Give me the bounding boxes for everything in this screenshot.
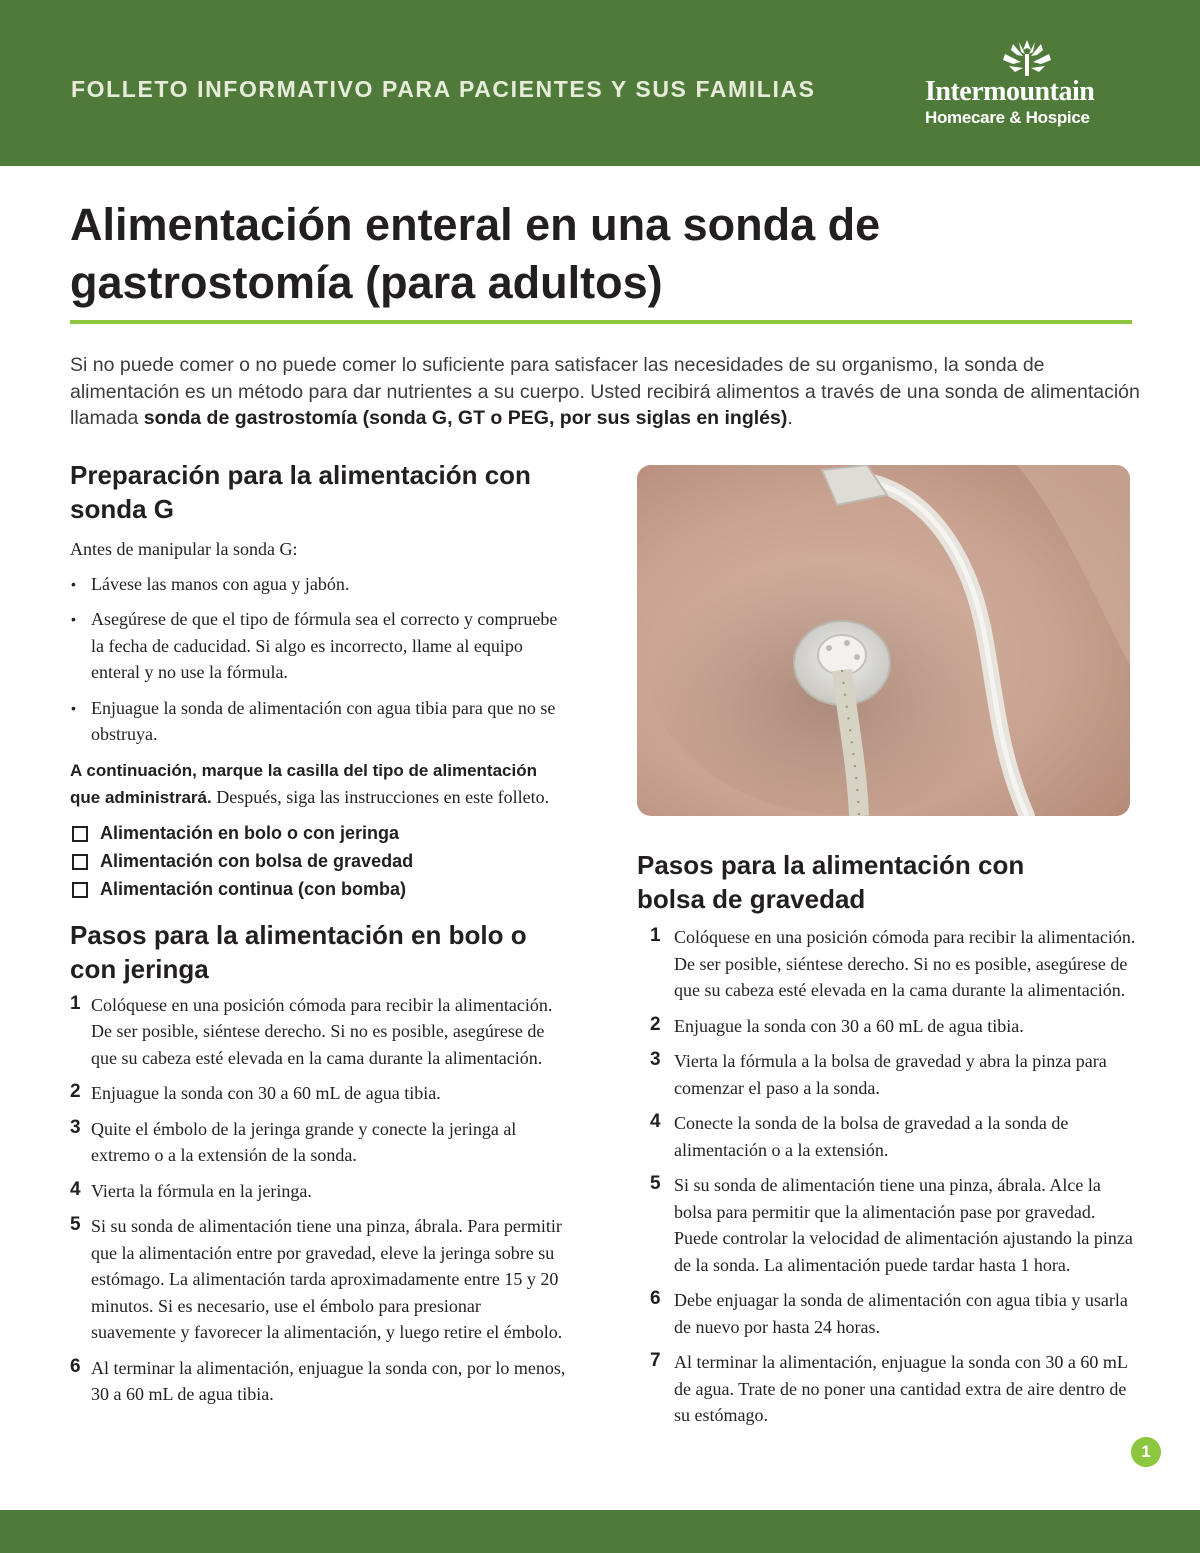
step-number: 5 [70, 1214, 81, 1235]
intro-text: Si no puede comer o no puede comer lo suficiente para satisfacer las necesidades de su organismo, la sonda de alimentación es un método para dar nutrientes a su cuerpo. Usted recibirá alimentos a través de una sonda de alimentación llamada [70, 354, 1140, 429]
list-item [70, 571, 570, 598]
step-text: Vierta la fórmula a la bolsa de gravedad y abra la pinza para comenzar el paso a la sonda. [674, 1051, 1107, 1098]
gastrostomy-tube-photo [637, 465, 1130, 816]
intro-bold: sonda de gastrostomía (sonda G, GT o PEG, por sus siglas en inglés) [143, 407, 788, 429]
step-number: 4 [70, 1178, 81, 1200]
step-item [637, 1172, 1137, 1278]
step-text: Al terminar la alimentación, enjuague la sonda con 30 a 60 mL de agua. Trate de no poner una cantidad extra de aire dentro de su estómago. [674, 1352, 1128, 1425]
bullet-text: Lávese las manos con agua y jabón. [91, 573, 350, 594]
step-item [637, 1013, 1137, 1040]
step-text: Conecte la sonda de la bolsa de gravedad a la sonda de alimentación o a la extensión. [674, 1113, 1069, 1160]
checkbox[interactable] [72, 826, 88, 842]
page-number: 1 [1131, 1437, 1161, 1467]
list-item [70, 606, 570, 686]
step-number: 7 [650, 1350, 661, 1371]
step-text: Colóquese en una posición cómoda para recibir la alimentación. De ser posible, siéntese derecho. Si no es posible, asegúrese de que su cabeza esté elevada en la cama durante la alimentación. [91, 994, 553, 1068]
checkbox-row-bolus[interactable] [70, 820, 570, 848]
prep-heading: Preparación para la alimentación con sonda G [70, 460, 531, 524]
step-number: 2 [650, 1013, 661, 1035]
step-number: 6 [70, 1355, 81, 1377]
step-text: Enjuague la sonda con 30 a 60 mL de agua tibia. [91, 1083, 441, 1103]
checkbox-label: Alimentación continua (con bomba) [100, 879, 407, 899]
step-number: 2 [70, 1081, 81, 1102]
bullet-text: Enjuague la sonda de alimentación con agua tibia para que no se obstruya. [91, 697, 556, 744]
title-divider [70, 320, 1132, 324]
step-item [70, 1213, 570, 1346]
prep-lead: Antes de manipular la sonda G: [70, 539, 298, 559]
step-text: Si su sonda de alimentación tiene una pinza, ábrala. Alce la bolsa para permitir que la alimentación pase por gravedad. Puede controlar la velocidad de alimentación ajustando la pinza de la sonda. La alimentación puede tardar hasta 1 hora. [674, 1175, 1133, 1275]
step-number: 3 [650, 1049, 661, 1070]
bullet-icon: • [71, 575, 76, 592]
step-text: Colóquese en una posición cómoda para recibir la alimentación. De ser posible, siéntese derecho. Si no es posible, asegúrese de que su cabeza esté elevada en la cama durante la alimentación. [674, 927, 1136, 1000]
step-text: Vierta la fórmula en la jeringa. [91, 1180, 312, 1201]
photo-illustration [637, 465, 1130, 816]
select-bold: A continuación, marque la casilla del tipo de alimentación que administrará. [70, 760, 537, 807]
step-item [637, 1287, 1137, 1340]
bullet-text: Asegúrese de que el tipo de fórmula sea el correcto y compruebe la fecha de caducidad. Si algo es incorrecto, llame al equipo enteral y no use la fórmula. [91, 609, 558, 682]
checkbox-row-continuous[interactable] [70, 876, 570, 904]
logo-subtitle: Homecare & Hospice [925, 108, 1090, 127]
header-band [0, 0, 1200, 166]
step-number: 1 [650, 925, 661, 946]
footer-band [0, 1510, 1200, 1553]
bullet-icon: • [71, 699, 76, 716]
feeding-type-checklist [70, 820, 570, 904]
step-item [637, 924, 1137, 1004]
step-item [70, 1080, 570, 1107]
step-number: 3 [70, 1116, 81, 1138]
step-text: Quite el émbolo de la jeringa grande y conecte la jeringa al extremo o a la extensión de la sonda. [91, 1118, 517, 1165]
intermountain-logo [925, 40, 1140, 130]
right-column [637, 848, 1137, 1438]
list-item [70, 695, 570, 748]
step-item [637, 1110, 1137, 1163]
checkbox-row-gravity[interactable] [70, 848, 570, 876]
bolus-heading: Pasos para la alimentación en bolo o con jeringa [70, 919, 527, 984]
step-text: Debe enjuagar la sonda de alimentación con agua tibia y usarla de nuevo por hasta 24 horas. [674, 1290, 1128, 1337]
step-number: 5 [650, 1173, 661, 1194]
step-text: Si su sonda de alimentación tiene una pinza, ábrala. Para permitir que la alimentación entre por gravedad, eleve la jeringa sobre su estómago. La alimentación tarda aproximadamente entre 15 y 20 minutos. Si es necesario, use el émbolo para presionar suavemente y favorecer la alimentación, y luego retire el émbolo. [91, 1216, 563, 1342]
gravity-heading: Pasos para la alimentación con bolsa de gravedad [637, 850, 1025, 914]
step-number: 6 [650, 1288, 661, 1309]
intro-paragraph [70, 352, 1145, 432]
gravity-steps [637, 924, 1137, 1429]
bullet-icon: • [71, 611, 76, 627]
left-column [70, 458, 570, 1417]
logo-name: Intermountain [925, 76, 1095, 107]
step-text: Al terminar la alimentación, enjuague la sonda con, por lo menos, 30 a 60 mL de agua tibia. [91, 1357, 566, 1404]
checkbox[interactable] [72, 882, 88, 898]
checkbox-label: Alimentación en bolo o con jeringa [100, 823, 400, 843]
step-item [70, 1178, 570, 1205]
step-item [70, 1355, 570, 1408]
title-bold: Alimentación enteral en una sonda de gastrostomía [70, 199, 881, 308]
prep-bullet-list [70, 571, 570, 748]
step-item [637, 1048, 1137, 1101]
step-item [637, 1349, 1137, 1429]
step-number: 1 [70, 992, 81, 1014]
bolus-steps [70, 992, 570, 1408]
checkbox-label: Alimentación con bolsa de gravedad [100, 851, 414, 871]
page-title [70, 196, 1130, 312]
select-rest: Después, siga las instrucciones en este folleto. [211, 787, 550, 807]
step-number: 4 [650, 1111, 661, 1132]
tree-icon [1003, 40, 1051, 76]
header-title: FOLLETO INFORMATIVO PARA PACIENTES Y SUS FAMILIAS [71, 76, 816, 102]
step-item [70, 1116, 570, 1169]
step-item [70, 992, 570, 1072]
intro-end: . [787, 407, 793, 429]
select-instructions [70, 757, 570, 812]
step-text: Enjuague la sonda con 30 a 60 mL de agua tibia. [674, 1015, 1024, 1036]
checkbox[interactable] [72, 854, 88, 870]
title-regular: (para adultos) [352, 257, 663, 308]
